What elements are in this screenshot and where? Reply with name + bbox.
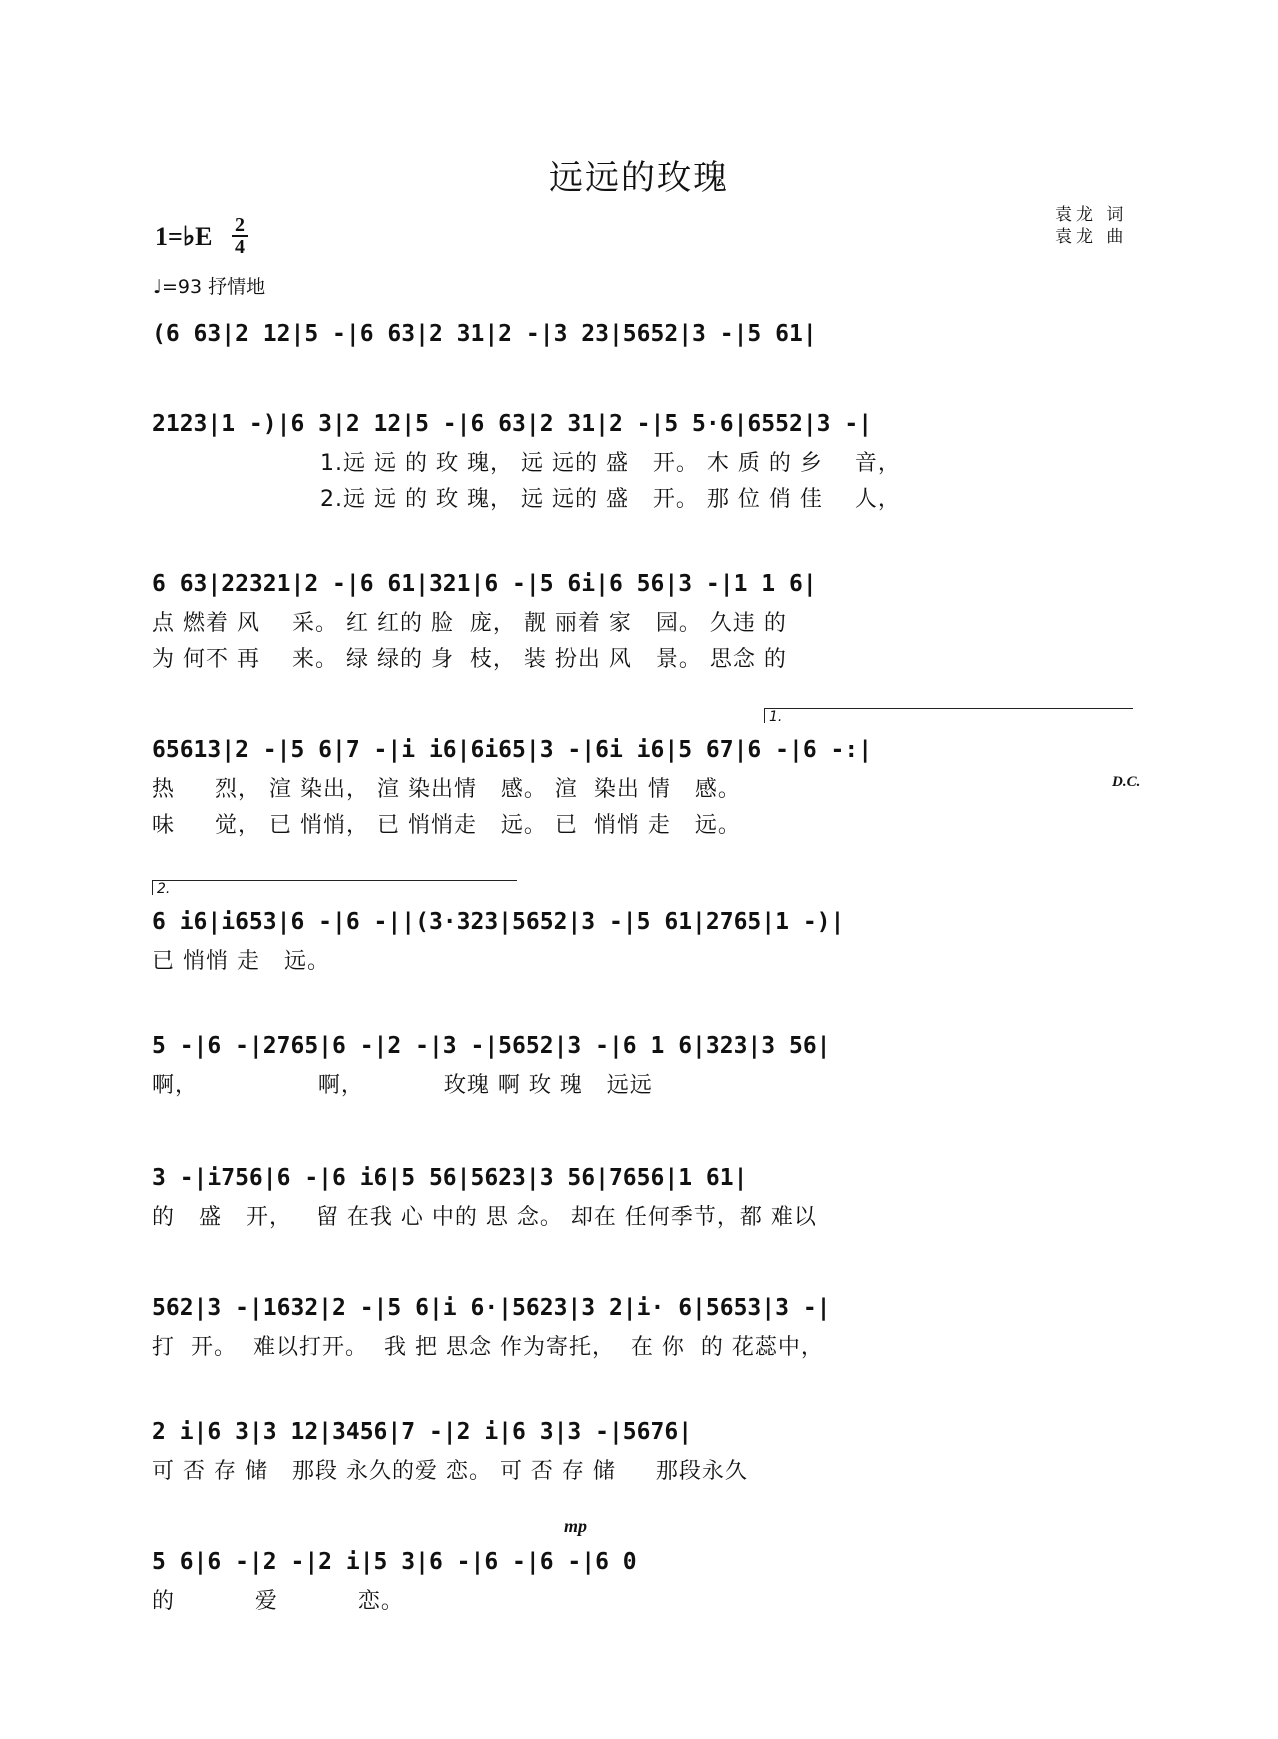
system-2 [152,402,1128,518]
system-8 [152,1286,1128,1366]
time-signature-bottom: 4 [235,236,245,258]
lyric-verse-2: 2.远 远 的 玫 瑰， 远 远的 盛 开。 那 位 俏 佳 人， [320,487,901,512]
lyric-verse-2: 为 何不 再 来。 绿 绿的 身 枝， 装 扮出 风 景。 思念 的 [152,647,787,672]
lyric-verse-1: 打 开。 难以打开。 我 把 思念 作为寄托， 在 你 的 花蕊中， [152,1335,824,1360]
notes-line: (6 63|2 12|5 -|6 63|2 31|2 -|3 23|5652|3 -|5 61| [152,321,817,347]
system-4 [152,709,1141,844]
lyric-verse-1: 的 爱 恋。 [152,1589,404,1614]
lyric-verse-1: 热 烈， 渲 染出， 渲 染出情 感。 渲 染出 情 感。 [152,777,741,802]
notes-line: 2 i|6 3|3 12|3456|7 -|2 i|6 3|3 -|5676| [152,1419,693,1445]
system-5 [152,881,1128,980]
volta-1-bracket: 1. [764,708,1133,723]
system-6 [152,1024,1128,1104]
volta-2-bracket: 2. [152,880,517,895]
lyric-verse-1: 1.远 远 的 玫 瑰， 远 远的 盛 开。 木 质 的 乡 音， [320,451,901,476]
system-1 [152,312,1128,356]
notes-line: 3 -|i756|6 -|6 i6|5 56|5623|3 56|7656|1 61| [152,1165,748,1191]
notes-line: 6 i6|i653|6 -|6 -||(3·323|5652|3 -|5 61|2765|1 -)| [152,909,845,935]
lyric-verse-2: 味 觉， 已 悄悄， 已 悄悄走 远。 已 悄悄 走 远。 [152,813,741,838]
dc-marking: D.C. [1112,774,1141,790]
lyric-verse-1: 啊， 啊， 玫瑰 啊 玫 瑰 远远 [152,1073,653,1098]
system-9 [152,1410,1128,1490]
lyric-verse-1: 的 盛 开， 留 在我 心 中的 思 念。 却在 任何季节，都 难以 [152,1205,817,1230]
system-3 [152,562,1128,678]
key-signature: 1=♭E [155,222,213,251]
notes-line: 5 6|6 -|2 -|2 i|5 3|6 -|6 -|6 -|6 0 [152,1549,637,1575]
lyric-verse-1: 已 悄悄 走 远。 [152,949,330,974]
tempo-marking: ♩=93 抒情地 [153,276,266,298]
notes-line: 6 63|22321|2 -|6 61|321|6 -|5 6i|6 56|3 -|1 1 6| [152,571,817,597]
dynamic-mp: mp [564,1516,588,1536]
composer-credit: 袁龙 曲 [1055,227,1128,247]
system-10 [152,1516,1128,1620]
notes-line: 5 -|6 -|2765|6 -|2 -|3 -|5652|3 -|6 1 6|323|3 56| [152,1033,831,1059]
notes-line: 65613|2 -|5 6|7 -|i i6|6i65|3 -|6i i6|5 67|6 -|6 -:| [152,737,873,763]
notes-line: 2123|1 -)|6 3|2 12|5 -|6 63|2 31|2 -|5 5·6|6552|3 -| [152,411,873,437]
system-7 [152,1156,1128,1236]
lyric-verse-1: 可 否 存 储 那段 永久的爱 恋。 可 否 存 储 那段永久 [152,1459,748,1484]
lyricist-credit: 袁龙 词 [1055,205,1128,225]
notes-line: 562|3 -|1632|2 -|5 6|i 6·|5623|3 2|i· 6|5653|3 -| [152,1295,831,1321]
song-title: 远远的玫瑰 [549,158,729,198]
lyric-verse-1: 点 燃着 风 采。 红 红的 脸 庞， 靓 丽着 家 园。 久违 的 [152,611,787,636]
time-signature [232,216,248,256]
time-signature-top: 2 [235,214,245,236]
